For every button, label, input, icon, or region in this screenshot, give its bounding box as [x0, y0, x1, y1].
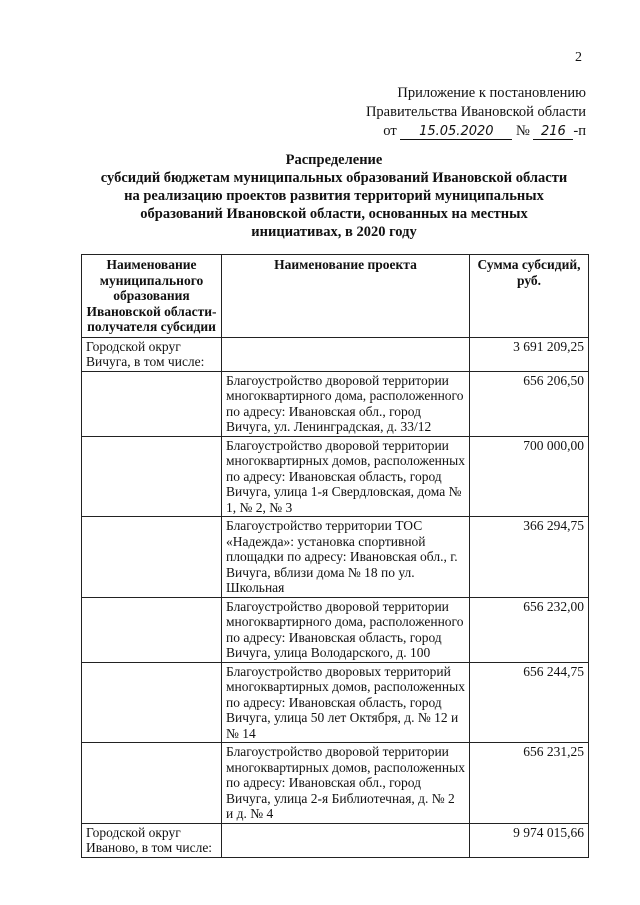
- appendix-line-2: Правительства Ивановской области: [365, 104, 586, 120]
- table-row: [82, 371, 589, 436]
- table-row: [82, 823, 589, 857]
- header-project: Наименование проекта: [222, 255, 470, 338]
- header-municipality: Наименование муниципального образования Ивановской области-получателя субсидии: [82, 255, 222, 338]
- cell-municipality: [82, 371, 222, 436]
- cell-project: Благоустройство дворовой территории многоквартирных домов, расположенных по адресу: Ивановская область, город Вичуга, улица 1-я Свердловская, дома № 1, № 2, № 3: [222, 436, 470, 517]
- appendix-header: [366, 84, 586, 141]
- cell-project: Благоустройство дворовой территории многоквартирного дома, расположенного по адресу: Ивановская область, город Вичуга, улица Володарского, д. 100: [222, 597, 470, 662]
- from-label: от: [383, 123, 397, 139]
- title-line-1: Распределение: [285, 152, 383, 168]
- cell-municipality: Городской округ Вичуга, в том числе:: [82, 337, 222, 371]
- cell-project: [222, 337, 470, 371]
- table-row: [82, 436, 589, 517]
- cell-amount: 3 691 209,25: [470, 337, 589, 371]
- cell-project: Благоустройство дворовой территории многоквартирных домов, расположенных по адресу: Ивановская обл., город Вичуга, улица 2-я Библиотечная, д. № 2 и д. № 4: [222, 743, 470, 824]
- cell-municipality: [82, 517, 222, 598]
- page-number: 2: [575, 50, 582, 65]
- cell-project: Благоустройство дворовой территории многоквартирного дома, расположенного по адресу: Ивановская обл., город Вичуга, ул. Ленинградская, д. 33/12: [222, 371, 470, 436]
- cell-amount: 656 244,75: [470, 662, 589, 743]
- cell-amount: 656 231,25: [470, 743, 589, 824]
- cell-amount: 700 000,00: [470, 436, 589, 517]
- table-row: [82, 517, 589, 598]
- header-amount: Сумма субсидий, руб.: [470, 255, 589, 338]
- cell-amount: 656 206,50: [470, 371, 589, 436]
- cell-amount: 366 294,75: [470, 517, 589, 598]
- number-label: №: [515, 123, 530, 139]
- title-line-3: на реализацию проектов развития территорий муниципальных: [124, 188, 544, 204]
- appendix-line-1: Приложение к постановлению: [397, 85, 586, 101]
- cell-project: [222, 823, 470, 857]
- title-line-4: образований Ивановской области, основанных на местных: [140, 206, 528, 222]
- cell-municipality: [82, 436, 222, 517]
- appendix-date-line: [366, 122, 586, 141]
- cell-municipality: [82, 597, 222, 662]
- cell-municipality: [82, 662, 222, 743]
- cell-project: Благоустройство территории ТОС «Надежда»: установка спортивной площадки по адресу: Ивановская обл., г. Вичуга, вблизи дома № 18 по ул. Школьная: [222, 517, 470, 598]
- number-suffix: -п: [573, 123, 586, 139]
- title-line-2: субсидий бюджетам муниципальных образований Ивановской области: [100, 170, 568, 186]
- document-title: [70, 151, 598, 241]
- title-line-5: инициативах, в 2020 году: [251, 224, 417, 240]
- table-header-row: [82, 255, 589, 338]
- table-row: [82, 662, 589, 743]
- table-row: [82, 597, 589, 662]
- cell-amount: 656 232,00: [470, 597, 589, 662]
- handwritten-date: 15.05.2020: [400, 124, 512, 140]
- table-row: [82, 743, 589, 824]
- subsidies-table: [81, 254, 589, 858]
- handwritten-number: 216: [533, 124, 573, 140]
- cell-municipality: [82, 743, 222, 824]
- cell-municipality: Городской округ Иваново, в том числе:: [82, 823, 222, 857]
- cell-amount: 9 974 015,66: [470, 823, 589, 857]
- cell-project: Благоустройство дворовых территорий многоквартирных домов, расположенных по адресу: Ивановская область, город Вичуга, улица 50 лет Октября, д. № 12 и № 14: [222, 662, 470, 743]
- table-row: [82, 337, 589, 371]
